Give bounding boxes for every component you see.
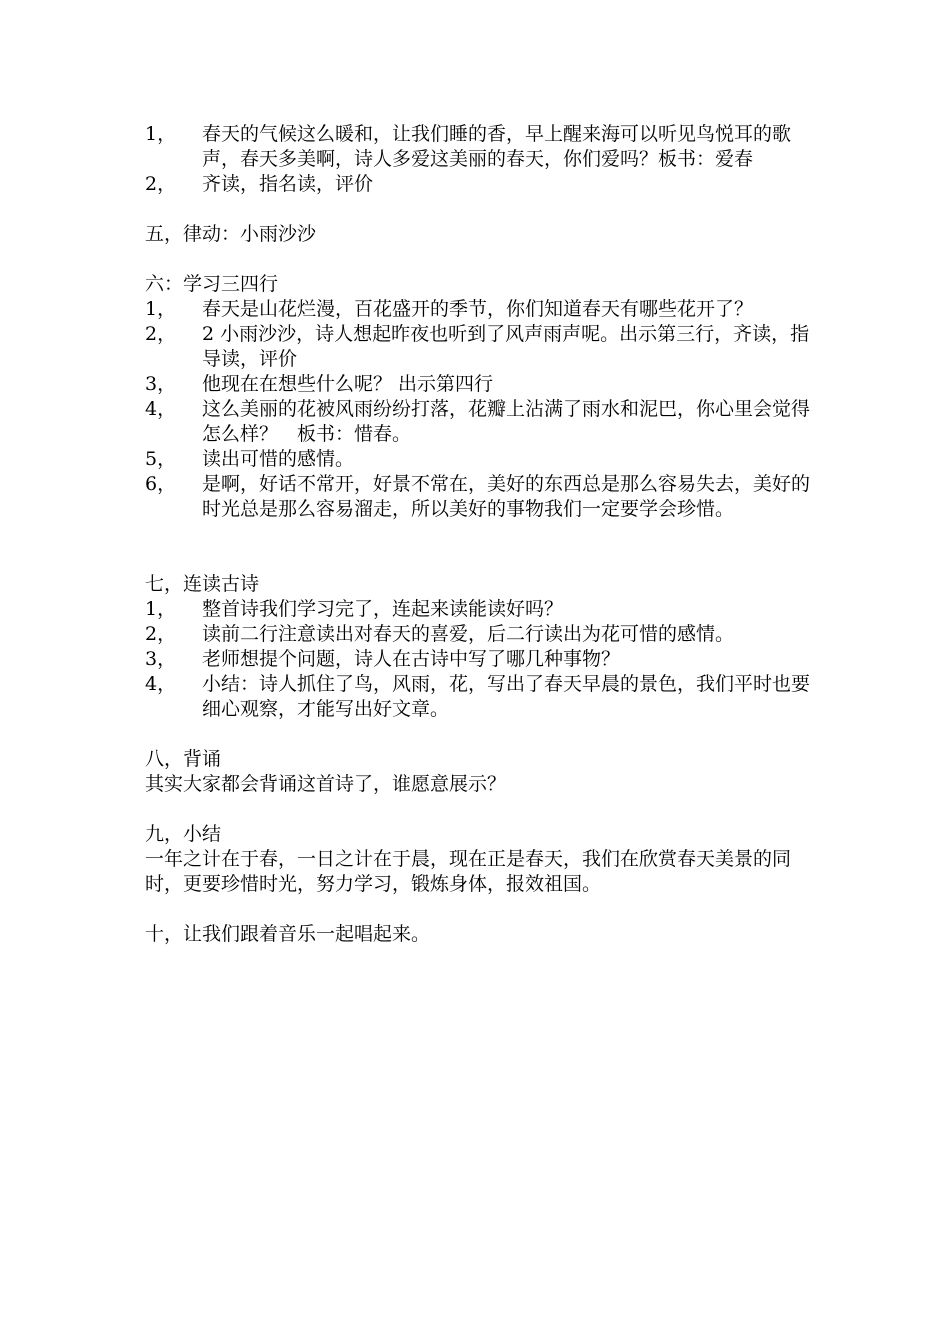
list-text: 整首诗我们学习完了，连起来读能读好吗？ (202, 598, 564, 620)
list-item (145, 122, 825, 172)
list-text: 这么美丽的花被风雨纷纷打落，花瓣上沾满了雨水和泥巴，你心里会觉得怎么样？ 板书：惜春。 (202, 398, 811, 445)
list-text: 齐读，指名读，评价 (202, 173, 374, 195)
list-text: 老师想提个问题，诗人在古诗中写了哪几种事物？ (202, 648, 621, 670)
list-text: 是啊，好话不常开，好景不常在，美好的东西总是那么容易失去，美好的时光总是那么容易溜走，所以美好的事物我们一定要学会珍惜。 (202, 473, 811, 520)
list-number: 6， (145, 473, 177, 495)
list-item (145, 447, 825, 472)
list-text: 读前二行注意读出对春天的喜爱，后二行读出为花可惜的感情。 (202, 623, 735, 645)
list-item (145, 622, 825, 647)
list-number: 4， (145, 673, 177, 695)
list-number: 2， (145, 323, 177, 345)
section-heading: 六：学习三四行 (145, 273, 279, 295)
list-text: 小结：诗人抓住了鸟，风雨，花，写出了春天早晨的景色，我们平时也要细心观察，才能写出好文章。 (202, 673, 811, 720)
list-item (145, 172, 825, 197)
list-number: 5， (145, 448, 177, 470)
list-item (145, 672, 825, 722)
section-heading: 八，背诵 (145, 748, 222, 770)
list-item (145, 597, 825, 622)
list-text: 春天的气候这么暖和，让我们睡的香，早上醒来海可以听见鸟悦耳的歌声，春天多美啊，诗人多爱这美丽的春天，你们爱吗？板书：爱春 (202, 123, 792, 170)
list-number: 3， (145, 648, 177, 670)
section-heading: 十，让我们跟着音乐一起唱起来。 (145, 923, 431, 945)
list-text: 2 小雨沙沙，诗人想起昨夜也听到了风声雨声呢。出示第三行，齐读，指导读，评价 (202, 323, 810, 370)
list-item (145, 372, 825, 397)
list-number: 1， (145, 123, 177, 145)
document-page (145, 122, 825, 947)
list-item (145, 647, 825, 672)
list-number: 2， (145, 623, 177, 645)
list-item (145, 322, 825, 372)
list-item (145, 472, 825, 522)
list-item (145, 297, 825, 322)
list-number: 3， (145, 373, 177, 395)
paragraph: 一年之计在于春，一日之计在于晨，现在正是春天，我们在欣赏春天美景的同时，更要珍惜时光，努力学习，锻炼身体，报效祖国。 (145, 848, 792, 895)
section-heading: 九，小结 (145, 823, 222, 845)
list-text: 春天是山花烂漫，百花盛开的季节，你们知道春天有哪些花开了？ (202, 298, 754, 320)
list-text: 他现在在想些什么呢？ 出示第四行 (202, 373, 494, 395)
list-number: 1， (145, 598, 177, 620)
list-text: 读出可惜的感情。 (202, 448, 355, 470)
list-number: 1， (145, 298, 177, 320)
list-item (145, 397, 825, 447)
paragraph: 其实大家都会背诵这首诗了，谁愿意展示？ (145, 773, 507, 795)
section-heading: 五，律动：小雨沙沙 (145, 223, 317, 245)
section-heading: 七，连读古诗 (145, 573, 260, 595)
list-number: 2， (145, 173, 177, 195)
list-number: 4， (145, 398, 177, 420)
